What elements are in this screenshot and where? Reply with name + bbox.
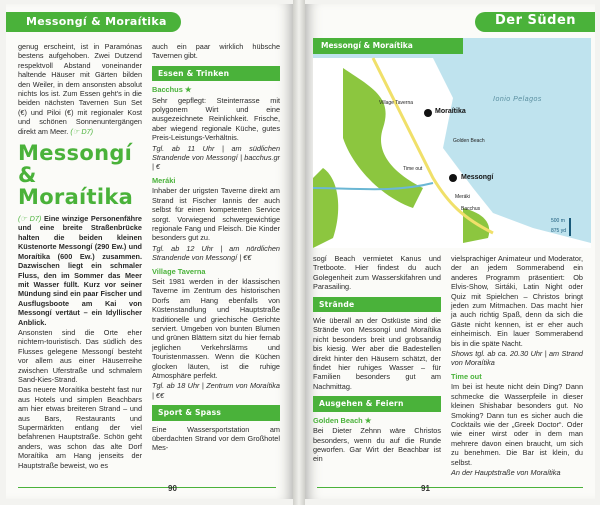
- venue-info: Tgl. ab 12 Uhr | am nördlichen Strandende von Messongí | €€: [152, 243, 280, 263]
- venue-text: Bei Dieter Zehnn wäre Christos besonders, wenn du auf die Runde geworfen. Gar Wirt der Beachbar ist ein: [313, 426, 441, 464]
- tip-icon: ★: [184, 85, 192, 95]
- tip-icon: ★: [364, 415, 372, 425]
- right-header-title: Der Süden: [495, 13, 577, 28]
- map-graphic: [313, 38, 591, 248]
- venue-info: An der Hauptstraße von Moraítika: [451, 467, 561, 477]
- town-marker: [424, 109, 432, 117]
- body-paragraph: auch ein paar wirklich hübsche Tavernen gibt.: [152, 42, 280, 61]
- venue-info: Tgl. ab 11 Uhr | am südlichen Strandende von Messongí | bacchus.gr | €: [152, 143, 280, 172]
- left-column-2: [152, 42, 280, 454]
- body-paragraph: Eine Wassersportstation am überdachten Strand vor dem Großhotel Mes-: [152, 424, 280, 453]
- scale-label: 875 yd: [551, 228, 567, 234]
- venue-name: Meráki: [152, 175, 176, 185]
- poi-label: Village Taverna: [379, 100, 414, 106]
- venue-name: Bacchus ★: [152, 85, 192, 95]
- town-label: Messongí: [461, 174, 494, 181]
- section-box-eat: Essen & Trinken: [152, 66, 280, 81]
- left-page: [6, 4, 293, 499]
- venue-info: Shows tgl. ab ca. 20.30 Uhr | am Strand von Moraítika: [451, 349, 583, 368]
- body-paragraph: sogí Beach vermietet Kanus und Tretboote. Hier findest du auch Golegenheit zum Wasserskifahren und Parasailing.: [313, 254, 441, 292]
- left-column-1: [18, 42, 142, 471]
- map-ref: (☞ D7): [70, 126, 94, 136]
- venue-info: Tgl. ab 18 Uhr | Zentrum von Moraítika | €€: [152, 381, 280, 400]
- scale-label: 500 m: [551, 218, 565, 224]
- right-page: [305, 4, 595, 499]
- left-header-title: Messongí & Moraítika: [26, 15, 167, 28]
- body-paragraph: Das neuere Moraítika besteht fast nur aus Hotels und simplen Beachbars am hier etwas breiteren Strand – und aus Bars, Restaurants und Supermärkten entlang der viel befahrenen Hauptstraße. Schön geht anders, was schon das alte Dorf Moraítika am Hang jenseits der Hauptstraße beweist, wo es: [18, 385, 142, 470]
- body-paragraph: Ansonsten sind die Orte eher nichtern-touristisch. Das südlich des Flusses gelegene Messongí besteht vor allem aus einer Häuserreihe zwischen Uferstraße und schmalem Sand-Kies-Strand.: [18, 327, 142, 384]
- poi-label: Time out: [403, 166, 423, 172]
- map-ref: (☞ D7): [18, 214, 42, 224]
- town-label: Moraítika: [435, 108, 466, 115]
- section-box-nightlife: Ausgehen & Feiern: [313, 396, 441, 411]
- right-column-1: [313, 254, 441, 465]
- footer-rule: [18, 487, 276, 488]
- venue-text: Inhaber der urigsten Taverne direkt am Strand ist Fischer Iannis der auch selbst für einen kompetenten Service sorgt. Vorwiegend schwergewichtige regionale Fang und Fleisch. Die Kinder besonders gut zu.: [152, 186, 280, 243]
- map-title-box: [313, 38, 463, 54]
- body-paragraph: vielsprachiger Animateur und Moderator, der an jedem Sommerabend ein anderes Programm präsentiert: Ob Elvis-Show, Sirtáki, Latin Night oder Quiz mit Spielchen – Christos bringt jeden zum Mitmachen. Das macht hier ja auch richtig Spaß, denn da sich die Gäste nicht kennen, ist er eher auch einheimisch. Ein lauer Sommerabend bis in die späte Nacht.: [451, 254, 583, 348]
- venue-text: Sehr gepflegt: Steinterrasse mit polygonem Wirt und eine ausgezeichnete Reinlichkeit. Frische, aber wiegend regionale Küche, gutes Preis-Leistungs-Verhältnis.: [152, 95, 280, 143]
- intro-paragraph: genug erscheint, ist in Paramónas bestens aufgehoben. Zwei Dutzend respektvoll Abstand voneinander haltende Häuser mit Gärten bilden den Weiler, in dem ansonsten absolut nichts los ist. Zum Essen geht's in die beiden nächsten Tavernen Sun Set (€) und Piloi (€) mit regionaler Kost und schönen Sonnenuntergängen direkt am Meer. (☞ D7): [18, 42, 142, 136]
- sea-label: Ionio Pelagos: [493, 96, 542, 103]
- poi-label: Meráki: [455, 194, 471, 200]
- poi-label: Golden Beach: [453, 138, 485, 144]
- book-gutter: [293, 0, 305, 505]
- footer-rule: [317, 487, 583, 488]
- section-box-sport: Sport & Spass: [152, 405, 280, 420]
- town-marker: [449, 174, 457, 182]
- venue-name: Time out: [451, 371, 482, 381]
- right-header-tab: [475, 12, 595, 32]
- section-box-beach: Strände: [313, 297, 441, 312]
- page-number-right: 91: [421, 484, 430, 493]
- area-map: [313, 38, 591, 248]
- venue-text: Seit 1981 werden in der klassischen Taverne im Zentrum des historischen Dorfs am Hang ebenfalls von Küstenstandlung und Hauptstraße traditionelle und griechische Gerichte serviert. Umgeben von bunten Blumen und grünen Blättern sitzt du hier fernab jeglichen Verkehrslärms und Touristenmassen. Wenn die Küchen glocken läuten, ist die ruhige Atmosphäre perfekt.: [152, 276, 280, 380]
- chapter-title: Messongí & Moraítika: [18, 141, 134, 210]
- scale-bar: [569, 218, 571, 236]
- page-number-left: 90: [168, 484, 177, 493]
- lead-paragraph: (☞ D7) Eine winzige Personenfähre und eine breite Straßenbrücke halten die beiden kleinen Küstenorte Messongí (290 Ew.) und Moraítika (600 Ew.) zusammen. Dazwischen liegt ein schmaler Fluss, den im Sommer das Meer mit Wasser füllt. Kurz vor seiner Mündung sind ein paar Fischer und Ausflugsboote am Kai von Messongí vertäut – ein Idyllischer Anblick.: [18, 214, 142, 327]
- left-header-tab: [6, 12, 181, 32]
- venue-text: Im bei ist heute nicht dein Ding? Dann schmecke die Wasserpfeile in dieser kleinen Shishabar besonders gut. No Smoking? Dann tun es sicher auch die Cocktails wie der „Greek Doctor“. Oder wie einer wirst oder in dem man mehrere davon einen braucht, um sich zu benehmen. Die Bar ist klein, du selbst.: [451, 382, 583, 467]
- map-title: Messongí & Moraítika: [321, 41, 413, 50]
- venue-name: Golden Beach ★: [313, 415, 372, 425]
- body-paragraph: Wie überall an der Ostküste sind die Strände von Messongí und Moraítika nicht besonders breit und grobsandig bis kiesig. Wer aber die Badestellen direkt hinter den Häusern schätzt, der findet hier ruhiges Wasser – für Familien besonders gut am Nachmittag.: [313, 316, 441, 391]
- poi-label: Bacchus: [461, 206, 481, 212]
- venue-name: Village Taverna: [152, 266, 206, 276]
- right-column-2: [451, 254, 583, 478]
